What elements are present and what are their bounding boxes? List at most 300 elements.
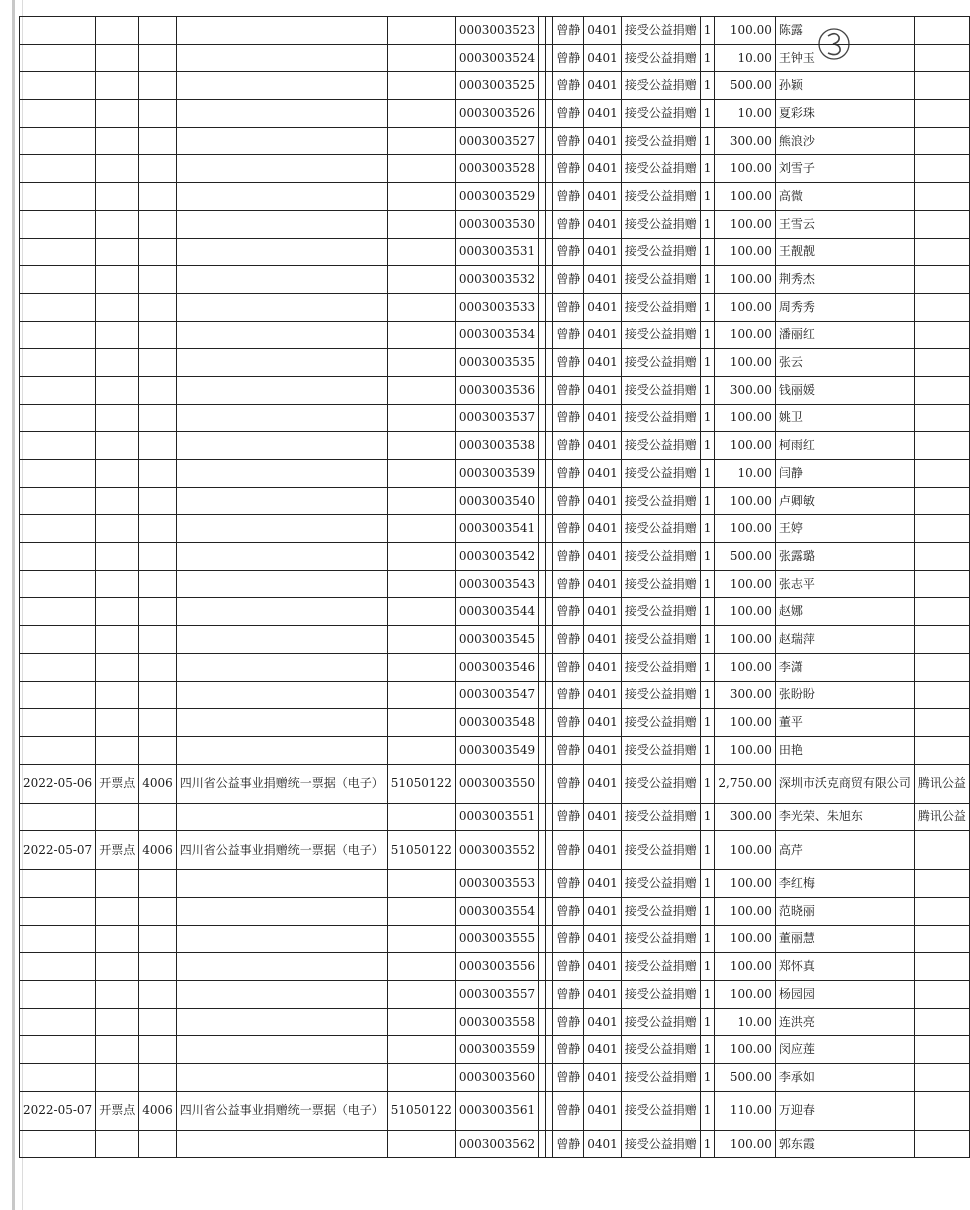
cell-ticket-code — [387, 897, 455, 925]
cell-blank-a — [539, 543, 546, 571]
cell-donor: 赵娜 — [775, 598, 914, 626]
cell-platform — [914, 626, 969, 654]
cell-invoice-number: 0003003531 — [455, 238, 538, 266]
cell-platform — [914, 460, 969, 488]
cell-place-code — [139, 626, 177, 654]
cell-invoice-number: 0003003558 — [455, 1008, 538, 1036]
cell-platform — [914, 321, 969, 349]
cell-ticket-type: 四川省公益事业捐赠统一票据（电子） — [176, 1091, 387, 1130]
cell-issue-place — [96, 266, 139, 294]
cell-handler: 曾静 — [553, 1008, 584, 1036]
table-row — [20, 870, 970, 898]
cell-subject-code: 0401 — [584, 870, 622, 898]
cell-place-code — [139, 321, 177, 349]
table-row — [20, 953, 970, 981]
table-row — [20, 210, 970, 238]
cell-handler: 曾静 — [553, 897, 584, 925]
cell-place-code — [139, 349, 177, 377]
cell-date — [20, 17, 96, 45]
cell-handler: 曾静 — [553, 487, 584, 515]
cell-issue-place — [96, 870, 139, 898]
cell-blank-a — [539, 1064, 546, 1092]
cell-blank-b — [546, 803, 553, 831]
cell-date — [20, 925, 96, 953]
cell-donor: 潘丽红 — [775, 321, 914, 349]
cell-date — [20, 543, 96, 571]
cell-ticket-type — [176, 736, 387, 764]
cell-date — [20, 1036, 96, 1064]
cell-amount: 100.00 — [715, 870, 775, 898]
cell-invoice-number: 0003003553 — [455, 870, 538, 898]
cell-subject-code: 0401 — [584, 981, 622, 1009]
cell-blank-a — [539, 349, 546, 377]
cell-invoice-number: 0003003542 — [455, 543, 538, 571]
cell-subject: 接受公益捐赠 — [621, 897, 700, 925]
cell-donor: 高微 — [775, 183, 914, 211]
cell-ticket-type — [176, 210, 387, 238]
table-row — [20, 709, 970, 737]
cell-amount: 100.00 — [715, 925, 775, 953]
cell-quantity: 1 — [700, 404, 715, 432]
cell-quantity: 1 — [700, 100, 715, 128]
cell-blank-a — [539, 238, 546, 266]
cell-place-code — [139, 127, 177, 155]
cell-ticket-code — [387, 238, 455, 266]
cell-amount: 500.00 — [715, 543, 775, 571]
table-row — [20, 155, 970, 183]
cell-ticket-type — [176, 803, 387, 831]
cell-issue-place — [96, 183, 139, 211]
cell-subject: 接受公益捐赠 — [621, 953, 700, 981]
cell-place-code — [139, 404, 177, 432]
cell-issue-place — [96, 981, 139, 1009]
cell-donor: 李潇 — [775, 653, 914, 681]
cell-place-code: 4006 — [139, 764, 177, 803]
cell-date — [20, 598, 96, 626]
cell-blank-b — [546, 72, 553, 100]
cell-handler: 曾静 — [553, 515, 584, 543]
cell-subject-code: 0401 — [584, 155, 622, 183]
cell-blank-b — [546, 238, 553, 266]
cell-blank-a — [539, 183, 546, 211]
cell-platform — [914, 44, 969, 72]
cell-blank-b — [546, 293, 553, 321]
table-row — [20, 626, 970, 654]
cell-blank-b — [546, 266, 553, 294]
cell-invoice-number: 0003003561 — [455, 1091, 538, 1130]
cell-amount: 100.00 — [715, 897, 775, 925]
cell-blank-b — [546, 870, 553, 898]
cell-date — [20, 1008, 96, 1036]
cell-donor: 卢卿敏 — [775, 487, 914, 515]
cell-date — [20, 736, 96, 764]
cell-handler: 曾静 — [553, 127, 584, 155]
cell-invoice-number: 0003003551 — [455, 803, 538, 831]
cell-subject-code: 0401 — [584, 44, 622, 72]
cell-date — [20, 238, 96, 266]
table-row — [20, 981, 970, 1009]
cell-ticket-code — [387, 155, 455, 183]
cell-amount: 2,750.00 — [715, 764, 775, 803]
cell-issue-place — [96, 44, 139, 72]
cell-platform — [914, 376, 969, 404]
cell-place-code — [139, 681, 177, 709]
cell-subject-code: 0401 — [584, 1036, 622, 1064]
cell-issue-place — [96, 1008, 139, 1036]
cell-subject-code: 0401 — [584, 626, 622, 654]
scan-edge-line — [12, 0, 15, 1210]
cell-handler: 曾静 — [553, 1064, 584, 1092]
cell-ticket-type — [176, 72, 387, 100]
cell-subject-code: 0401 — [584, 266, 622, 294]
cell-subject: 接受公益捐赠 — [621, 626, 700, 654]
cell-platform — [914, 210, 969, 238]
cell-blank-b — [546, 1008, 553, 1036]
cell-issue-place — [96, 570, 139, 598]
cell-place-code — [139, 897, 177, 925]
cell-donor: 张露璐 — [775, 543, 914, 571]
table-row — [20, 1036, 970, 1064]
cell-issue-place — [96, 803, 139, 831]
cell-place-code — [139, 870, 177, 898]
cell-ticket-type — [176, 897, 387, 925]
cell-subject-code: 0401 — [584, 1130, 622, 1158]
cell-blank-a — [539, 293, 546, 321]
cell-ticket-code — [387, 953, 455, 981]
cell-issue-place — [96, 155, 139, 183]
cell-invoice-number: 0003003536 — [455, 376, 538, 404]
cell-blank-a — [539, 736, 546, 764]
cell-blank-b — [546, 953, 553, 981]
cell-issue-place — [96, 1036, 139, 1064]
cell-amount: 100.00 — [715, 709, 775, 737]
cell-quantity: 1 — [700, 981, 715, 1009]
cell-date — [20, 460, 96, 488]
table-row — [20, 238, 970, 266]
cell-donor: 闵应莲 — [775, 1036, 914, 1064]
cell-subject: 接受公益捐赠 — [621, 570, 700, 598]
cell-subject-code: 0401 — [584, 72, 622, 100]
cell-subject-code: 0401 — [584, 404, 622, 432]
cell-invoice-number: 0003003538 — [455, 432, 538, 460]
cell-platform — [914, 127, 969, 155]
cell-subject: 接受公益捐赠 — [621, 404, 700, 432]
cell-handler: 曾静 — [553, 404, 584, 432]
cell-blank-a — [539, 487, 546, 515]
cell-blank-a — [539, 981, 546, 1009]
cell-invoice-number: 0003003557 — [455, 981, 538, 1009]
table-row — [20, 183, 970, 211]
cell-handler: 曾静 — [553, 460, 584, 488]
cell-platform — [914, 953, 969, 981]
cell-date — [20, 376, 96, 404]
cell-subject-code: 0401 — [584, 100, 622, 128]
cell-invoice-number: 0003003525 — [455, 72, 538, 100]
cell-donor: 孙颖 — [775, 72, 914, 100]
cell-subject-code: 0401 — [584, 321, 622, 349]
cell-amount: 100.00 — [715, 238, 775, 266]
cell-ticket-code — [387, 1036, 455, 1064]
cell-subject: 接受公益捐赠 — [621, 183, 700, 211]
cell-date — [20, 349, 96, 377]
cell-invoice-number: 0003003540 — [455, 487, 538, 515]
cell-issue-place — [96, 376, 139, 404]
cell-ticket-code: 51050122 — [387, 1091, 455, 1130]
cell-invoice-number: 0003003532 — [455, 266, 538, 294]
cell-issue-place — [96, 953, 139, 981]
table-row — [20, 831, 970, 870]
table-row — [20, 321, 970, 349]
cell-invoice-number: 0003003529 — [455, 183, 538, 211]
cell-subject: 接受公益捐赠 — [621, 543, 700, 571]
cell-donor: 陈露 — [775, 17, 914, 45]
cell-subject: 接受公益捐赠 — [621, 515, 700, 543]
cell-handler: 曾静 — [553, 1130, 584, 1158]
cell-blank-b — [546, 127, 553, 155]
cell-place-code — [139, 543, 177, 571]
cell-ticket-code — [387, 570, 455, 598]
cell-donor: 董丽慧 — [775, 925, 914, 953]
cell-ticket-type — [176, 515, 387, 543]
table-row — [20, 543, 970, 571]
cell-quantity: 1 — [700, 1130, 715, 1158]
table-row — [20, 100, 970, 128]
cell-blank-a — [539, 44, 546, 72]
cell-ticket-type: 四川省公益事业捐赠统一票据（电子） — [176, 764, 387, 803]
table-row — [20, 127, 970, 155]
cell-handler: 曾静 — [553, 293, 584, 321]
cell-subject: 接受公益捐赠 — [621, 321, 700, 349]
cell-invoice-number: 0003003541 — [455, 515, 538, 543]
cell-date — [20, 1064, 96, 1092]
cell-date — [20, 100, 96, 128]
cell-subject-code: 0401 — [584, 183, 622, 211]
cell-blank-a — [539, 100, 546, 128]
cell-subject-code: 0401 — [584, 376, 622, 404]
cell-blank-a — [539, 598, 546, 626]
cell-blank-a — [539, 155, 546, 183]
cell-quantity: 1 — [700, 72, 715, 100]
cell-blank-b — [546, 487, 553, 515]
cell-ticket-type — [176, 953, 387, 981]
cell-ticket-type — [176, 1130, 387, 1158]
cell-blank-b — [546, 17, 553, 45]
cell-blank-b — [546, 404, 553, 432]
cell-date — [20, 44, 96, 72]
cell-date — [20, 570, 96, 598]
cell-ticket-code — [387, 487, 455, 515]
cell-date — [20, 210, 96, 238]
cell-platform — [914, 1091, 969, 1130]
table-row — [20, 653, 970, 681]
cell-ticket-type — [176, 653, 387, 681]
cell-donor: 郭东霞 — [775, 1130, 914, 1158]
cell-issue-place — [96, 460, 139, 488]
cell-handler: 曾静 — [553, 17, 584, 45]
cell-invoice-number: 0003003528 — [455, 155, 538, 183]
cell-issue-place — [96, 626, 139, 654]
cell-handler: 曾静 — [553, 653, 584, 681]
cell-date: 2022-05-07 — [20, 1091, 96, 1130]
table-row — [20, 570, 970, 598]
cell-ticket-code — [387, 736, 455, 764]
cell-quantity: 1 — [700, 376, 715, 404]
cell-subject-code: 0401 — [584, 17, 622, 45]
cell-donor: 李红梅 — [775, 870, 914, 898]
cell-place-code — [139, 183, 177, 211]
cell-issue-place — [96, 897, 139, 925]
cell-issue-place — [96, 100, 139, 128]
cell-ticket-type — [176, 100, 387, 128]
cell-invoice-number: 0003003534 — [455, 321, 538, 349]
cell-ticket-code — [387, 210, 455, 238]
cell-blank-b — [546, 44, 553, 72]
cell-subject: 接受公益捐赠 — [621, 764, 700, 803]
cell-ticket-type — [176, 17, 387, 45]
cell-ticket-type — [176, 155, 387, 183]
cell-subject: 接受公益捐赠 — [621, 127, 700, 155]
ledger-body — [20, 17, 970, 1158]
cell-subject-code: 0401 — [584, 460, 622, 488]
cell-invoice-number: 0003003544 — [455, 598, 538, 626]
cell-blank-b — [546, 349, 553, 377]
cell-platform — [914, 17, 969, 45]
cell-platform: 腾讯公益 — [914, 803, 969, 831]
cell-amount: 100.00 — [715, 266, 775, 294]
cell-invoice-number: 0003003527 — [455, 127, 538, 155]
cell-issue-place — [96, 210, 139, 238]
cell-date — [20, 897, 96, 925]
cell-blank-b — [546, 570, 553, 598]
cell-subject: 接受公益捐赠 — [621, 981, 700, 1009]
cell-ticket-type — [176, 709, 387, 737]
cell-subject-code: 0401 — [584, 349, 622, 377]
cell-handler: 曾静 — [553, 803, 584, 831]
cell-blank-a — [539, 925, 546, 953]
cell-issue-place — [96, 598, 139, 626]
cell-subject-code: 0401 — [584, 653, 622, 681]
cell-quantity: 1 — [700, 953, 715, 981]
cell-quantity: 1 — [700, 266, 715, 294]
cell-handler: 曾静 — [553, 543, 584, 571]
cell-quantity: 1 — [700, 681, 715, 709]
cell-quantity: 1 — [700, 925, 715, 953]
cell-issue-place — [96, 349, 139, 377]
table-row — [20, 44, 970, 72]
cell-handler: 曾静 — [553, 953, 584, 981]
cell-platform — [914, 238, 969, 266]
cell-blank-b — [546, 155, 553, 183]
cell-subject-code: 0401 — [584, 570, 622, 598]
cell-invoice-number: 0003003549 — [455, 736, 538, 764]
table-row — [20, 925, 970, 953]
cell-blank-a — [539, 870, 546, 898]
cell-date — [20, 127, 96, 155]
cell-blank-a — [539, 376, 546, 404]
cell-date — [20, 709, 96, 737]
cell-amount: 300.00 — [715, 681, 775, 709]
cell-blank-b — [546, 1130, 553, 1158]
cell-handler: 曾静 — [553, 870, 584, 898]
cell-ticket-code — [387, 44, 455, 72]
cell-invoice-number: 0003003526 — [455, 100, 538, 128]
cell-ticket-code — [387, 543, 455, 571]
cell-blank-b — [546, 897, 553, 925]
cell-date — [20, 487, 96, 515]
cell-handler: 曾静 — [553, 321, 584, 349]
cell-invoice-number: 0003003547 — [455, 681, 538, 709]
cell-ticket-type — [176, 626, 387, 654]
cell-amount: 100.00 — [715, 736, 775, 764]
cell-donor: 王雪云 — [775, 210, 914, 238]
cell-ticket-code — [387, 349, 455, 377]
cell-issue-place — [96, 404, 139, 432]
cell-subject: 接受公益捐赠 — [621, 803, 700, 831]
cell-invoice-number: 0003003535 — [455, 349, 538, 377]
cell-subject: 接受公益捐赠 — [621, 709, 700, 737]
cell-ticket-type — [176, 598, 387, 626]
cell-amount: 500.00 — [715, 72, 775, 100]
cell-date — [20, 183, 96, 211]
cell-date: 2022-05-07 — [20, 831, 96, 870]
cell-blank-a — [539, 404, 546, 432]
cell-ticket-code: 51050122 — [387, 831, 455, 870]
cell-issue-place — [96, 72, 139, 100]
cell-donor: 李承如 — [775, 1064, 914, 1092]
cell-ticket-type — [176, 321, 387, 349]
cell-ticket-code — [387, 626, 455, 654]
table-row — [20, 293, 970, 321]
cell-amount: 100.00 — [715, 293, 775, 321]
cell-invoice-number: 0003003562 — [455, 1130, 538, 1158]
cell-blank-a — [539, 72, 546, 100]
cell-ticket-code — [387, 981, 455, 1009]
cell-subject-code: 0401 — [584, 543, 622, 571]
cell-quantity: 1 — [700, 803, 715, 831]
cell-subject-code: 0401 — [584, 736, 622, 764]
cell-place-code — [139, 1130, 177, 1158]
cell-quantity: 1 — [700, 598, 715, 626]
cell-ticket-code — [387, 460, 455, 488]
cell-blank-b — [546, 831, 553, 870]
cell-blank-b — [546, 515, 553, 543]
cell-blank-a — [539, 709, 546, 737]
cell-subject-code: 0401 — [584, 238, 622, 266]
cell-subject-code: 0401 — [584, 515, 622, 543]
cell-amount: 100.00 — [715, 1130, 775, 1158]
cell-quantity: 1 — [700, 831, 715, 870]
cell-quantity: 1 — [700, 1064, 715, 1092]
cell-issue-place — [96, 127, 139, 155]
table-row — [20, 1130, 970, 1158]
cell-handler: 曾静 — [553, 376, 584, 404]
cell-handler: 曾静 — [553, 210, 584, 238]
cell-issue-place — [96, 293, 139, 321]
cell-subject: 接受公益捐赠 — [621, 1064, 700, 1092]
cell-place-code — [139, 709, 177, 737]
cell-donor: 王婷 — [775, 515, 914, 543]
cell-date — [20, 155, 96, 183]
cell-ticket-type — [176, 1036, 387, 1064]
cell-issue-place: 开票点 — [96, 764, 139, 803]
cell-ticket-code — [387, 404, 455, 432]
cell-blank-a — [539, 653, 546, 681]
cell-date — [20, 681, 96, 709]
donation-ledger-table — [19, 16, 970, 1158]
cell-quantity: 1 — [700, 487, 715, 515]
cell-place-code — [139, 460, 177, 488]
cell-subject-code: 0401 — [584, 803, 622, 831]
